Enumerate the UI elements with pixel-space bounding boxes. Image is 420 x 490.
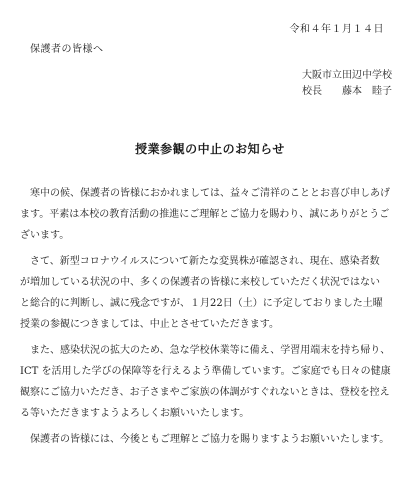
paragraph-line: ICT を活用した学びの保障等を行えるよう準備しています。ご家庭でも日々の健康 [20,366,391,377]
paragraph [20,429,405,450]
letter-body [20,183,405,455]
paragraph-line: と総合的に判断し、誠に残念ですが、１月22日（土）に予定しておりました土曜 [20,298,383,309]
paragraph-line: 寒中の候、保護者の皆様におかれましては、益々ご清祥のこととお喜び申しあげ [30,188,390,199]
paragraph-line: 保護者の皆様には、今後ともご理解とご協力を賜りますようお願いいたします。 [30,434,390,445]
school-name: 大阪市立田辺中学校 [302,70,392,81]
paragraph-line: る等いただきますようよろしくお願いいたします。 [20,408,250,419]
paragraph-line: 授業の参観につきましては、中止とさせていただきます。 [20,319,279,330]
letter-recipient: 保護者の皆様へ [30,44,104,55]
principal-name: 校長 藤本 睦子 [302,86,392,97]
paragraph-line: ざいます。 [20,230,70,241]
paragraph [20,183,405,246]
paragraph-line: ます。平素は本校の教育活動の推進にご理解とご協力を賜わり、誠にありがとうご [20,209,390,220]
letter-sender [302,68,392,100]
letter-date: 令和４年１月１４日 [289,24,384,35]
paragraph [20,340,405,424]
paragraph-line: さて、新型コロナウイルスについて新たな変異株が確認され、現在、感染者数 [30,256,380,267]
paragraph-line: 観察にご協力いただき、お子さまやご家族の体調がすぐれないときは、登校を控え [20,387,390,398]
letter-title: 授業参観の中止のお知らせ [135,142,285,156]
paragraph-line: また、感染状況の拡大のため、急な学校休業等に備え、学習用端末を持ち帰り、 [30,345,391,356]
paragraph-line: が増加している状況の中、多くの保護者の皆様に来校していただく状況ではない [20,277,380,288]
paragraph [20,251,405,335]
